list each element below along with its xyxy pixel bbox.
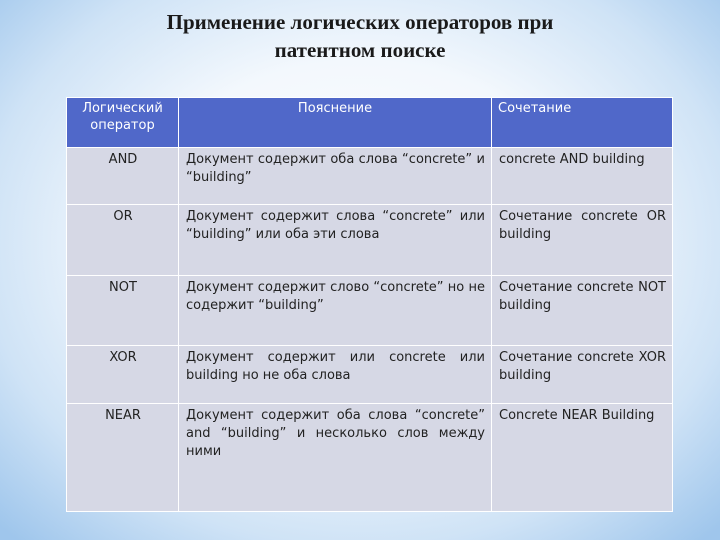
table-row [67,276,673,346]
page-title-line-1: Применение логических операторов при [166,10,554,34]
explanation-cell: Документ содержит слова “concrete” или “building” или оба эти слова [179,205,492,276]
explanation-cell: Документ содержит оба слова “concrete” и “building” [179,148,492,205]
header-combination: Сочетание [492,98,673,148]
combination-cell: Сочетание concrete OR building [492,205,673,276]
header-explanation: Пояснение [179,98,492,148]
table-header-row [67,98,673,148]
table-row [67,346,673,404]
combination-cell: Сочетание concrete NOT building [492,276,673,346]
combination-cell: concrete AND building [492,148,673,205]
operator-cell: XOR [67,346,179,404]
explanation-cell: Документ содержит или concrete или building но не оба слова [179,346,492,404]
table-row [67,404,673,512]
page-title [0,8,720,64]
operator-cell: NOT [67,276,179,346]
operator-cell: AND [67,148,179,205]
explanation-cell: Документ содержит оба слова “concrete” and “building” и несколько слов между ними [179,404,492,512]
table-row [67,148,673,205]
combination-cell: Сочетание concrete XOR building [492,346,673,404]
explanation-cell: Документ содержит слово “concrete” но не содержит “building” [179,276,492,346]
table-row [67,205,673,276]
operator-cell: OR [67,205,179,276]
operators-table [66,97,673,512]
operator-cell: NEAR [67,404,179,512]
combination-cell: Concrete NEAR Building [492,404,673,512]
header-operator: Логический оператор [67,98,179,148]
page-title-line-2: патентном поиске [274,38,446,62]
